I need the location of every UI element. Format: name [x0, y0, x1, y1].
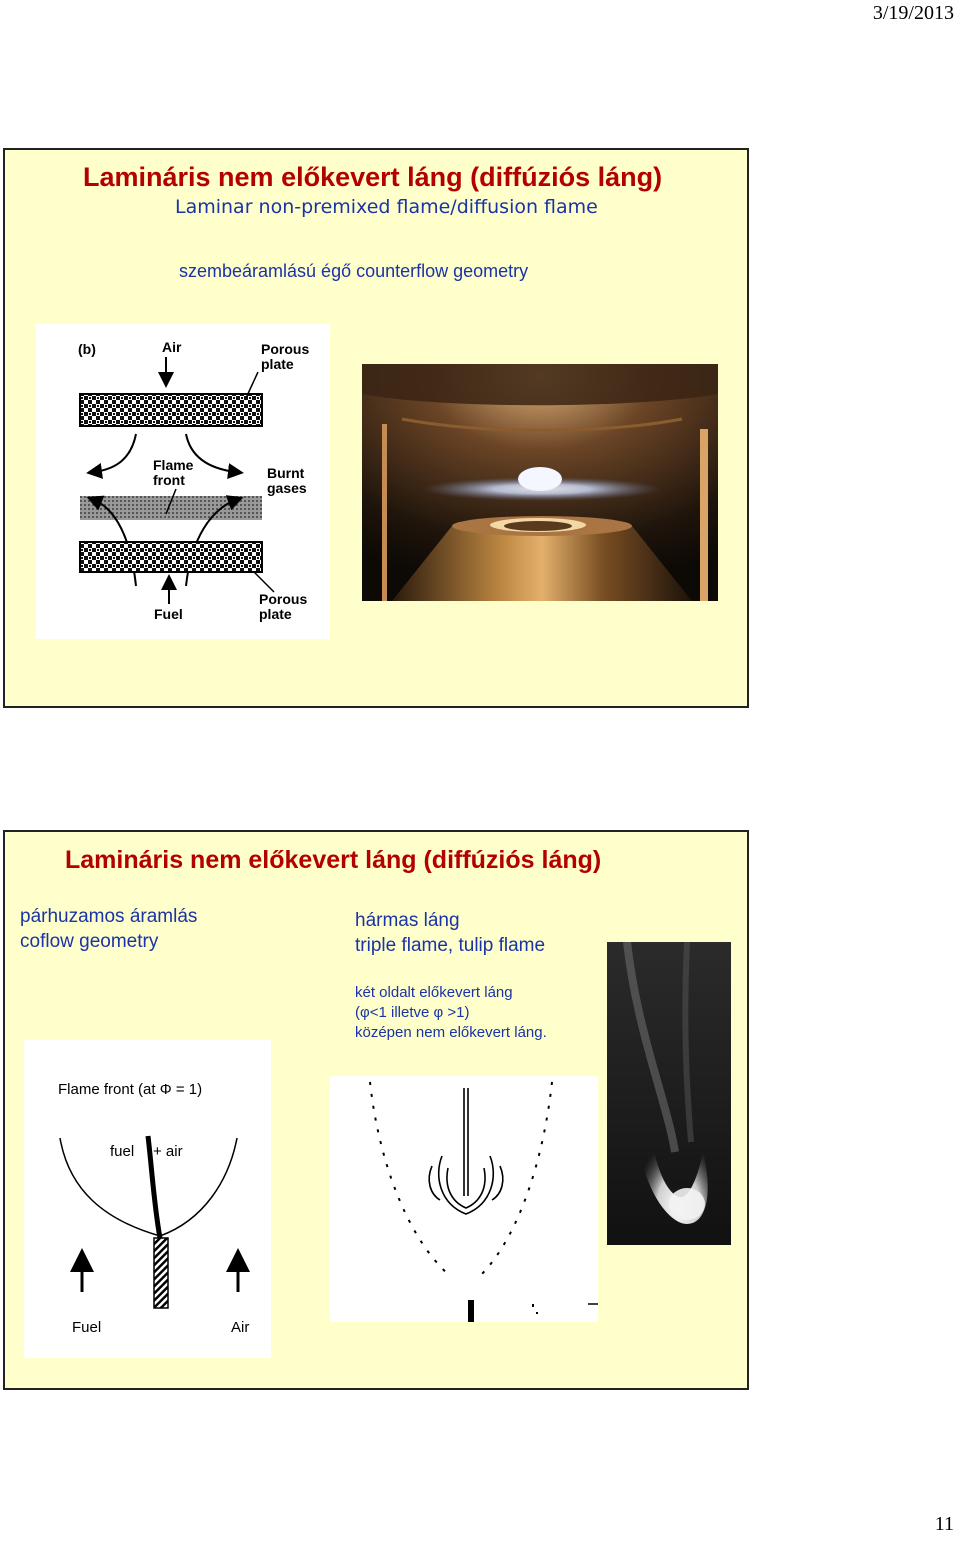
note-line1: két oldalt előkevert láng: [355, 984, 513, 1001]
coflow-label-line2: coflow geometry: [20, 931, 159, 952]
counterflow-flame-photo: [362, 364, 718, 601]
bottom-porous-plate: [80, 542, 262, 572]
fuel-label: Fuel: [72, 1319, 102, 1336]
top-porous-plate: [80, 394, 262, 426]
fuel-air-label-air: + air: [153, 1143, 183, 1160]
page-number: 11: [934, 1513, 954, 1535]
air-label: Air: [231, 1319, 250, 1336]
flame-front-line2: front: [153, 472, 185, 488]
flame-front-line1: Flame: [153, 457, 194, 473]
slide1-subtitle: Laminar non-premixed flame/diffusion flame: [175, 196, 598, 218]
tulip-flame-photo: [607, 942, 731, 1245]
porous-plate-bottom-line2: plate: [259, 606, 292, 622]
coflow-diagram: [24, 1040, 271, 1358]
porous-plate-bottom-line1: Porous: [259, 591, 308, 607]
triple-label-line2: triple flame, tulip flame: [355, 935, 546, 956]
triple-label-line1: hármas láng: [355, 910, 460, 931]
air-label: Air: [162, 339, 182, 355]
slide1-title: Lamináris nem előkevert láng (diffúziós láng): [83, 162, 663, 192]
porous-plate-top-line2: plate: [261, 356, 294, 372]
burnt-gases-line2: gases: [267, 480, 307, 496]
burner-wall: [154, 1238, 168, 1308]
fuel-label: Fuel: [154, 606, 183, 622]
coflow-label-line1: párhuzamos áramlás: [20, 906, 198, 927]
counterflow-diagram: [36, 324, 330, 639]
porous-plate-top-line1: Porous: [261, 341, 310, 357]
fuel-air-label-fuel: fuel: [110, 1143, 135, 1160]
panel-label: (b): [78, 341, 96, 357]
slide1-geometry-label: szembeáramlású égő counterflow geometry: [179, 261, 529, 281]
burnt-gases-line1: Burnt: [267, 465, 305, 481]
note-line3: középen nem előkevert láng.: [355, 1024, 547, 1041]
flame-front-label: Flame front (at Φ = 1): [58, 1081, 203, 1098]
triple-flame-simulation: [330, 1076, 598, 1322]
slide-coflow: [3, 830, 749, 1390]
date-stamp: 3/19/2013: [872, 2, 954, 24]
note-line2: (φ<1 illetve φ >1): [355, 1004, 470, 1021]
slide-counterflow: [3, 148, 749, 708]
slide2-title: Lamináris nem előkevert láng (diffúziós láng): [65, 846, 602, 874]
